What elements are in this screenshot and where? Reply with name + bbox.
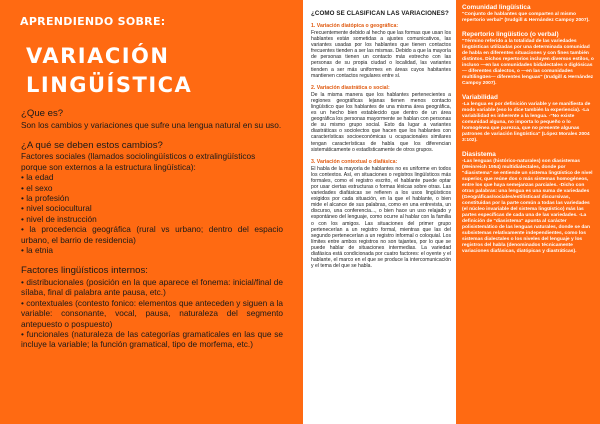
social-factor-item: • nivel de instrucción — [21, 213, 97, 224]
right-panel — [456, 0, 600, 424]
social-factor-item: • la edad — [21, 172, 54, 183]
classification-heading: ¿CÓMO SE CLASIFICAN LAS VARIACIONES? — [311, 10, 449, 17]
section-title: 2. Variación diastrática o social: — [311, 84, 390, 91]
main-title — [26, 42, 192, 100]
definition-title: Variabilidad — [462, 94, 498, 101]
title-line-1: VARIACIÓN — [26, 44, 170, 68]
variation-section-diastratic — [311, 85, 451, 153]
definition-body: "Conjunto de hablantes que comparten al mismo repertorio verbal" (Irudgill & Hernández Campoy 2007). — [462, 12, 590, 23]
answer-what: Son los cambios y variaciones que sufre una lengua natural en su uso. — [21, 119, 282, 130]
internal-factors-intro: Factores lingüísticos internos: — [21, 265, 148, 277]
social-factor-item: • el sexo — [21, 182, 53, 193]
section-body: De la misma manera que los hablantes pertenecientes a regiones geográficas lejanas tienen menos contacto lingüístico que los hablantes de una misma área geográfica, es un hecho bien establecido que dentro de un área geográfica los personas mayormente se hablan con personas de su mismo grupo social. Esto da lugar a variantes diastráticas o sociolectos que hacen que los hablantes con características socioeconómicas u ocupacionales similares tengan características de habla que los diferencian sistemáticamente o estadísticamente de otros grupos. — [311, 91, 451, 153]
kicker-heading: APRENDIENDO SOBRE: — [20, 15, 166, 28]
left-body — [21, 104, 283, 350]
definition-body: -Las lenguas (histórico-naturales) son diasistemas (Weinreich 1954) multidialectales, donde por "diasistema" se entiende un sistema lingüístico de nivel superior, que reúne dos o más sistemas homogéneos, entre los que haya semejanzas parciales. -Dicho con otras palabras: una lengua es una suma de variedades (Geográficas/sociales/estilísticas/ discursivas, constituidas por la parte común a todas las variedades (el núcleo invariable del sistema lingüístico) más las partes específicas de cada una de las variedades. -La definición de "diasistema" apunta al carácter polisistemático de las lenguas naturales, donde se dan subsistemas relativamente independientes, como los sistemas dialectales o los niveles del lenguaje y los registros del habla (denominados técnicamente variaciones diafásicas, diatópicas y diastráticas). — [462, 159, 593, 254]
definitions-column — [462, 4, 594, 262]
social-factor-item: • la etnia — [21, 245, 53, 256]
definition-body: -La lengua es por definición variable y se manifiesta de modo variable (eso lo dice también la experiencia). -La variabilidad es inherente a la lengua. -"No existe comunidad alguna, no importa lo pequeño o lo homogénea que parezca, que no presente algunas patrones de variación lingüística" (López Morales 2004 3:102). — [462, 102, 591, 143]
social-factors-intro: Factores sociales (llamados sociolingüísticos o extralingüísticos porque son externos a la estructura lingüística): — [21, 151, 256, 172]
definition-title: Diasistema — [462, 151, 496, 158]
variation-section-diaphasic — [311, 159, 451, 270]
definition-variability — [462, 94, 594, 144]
social-factor-item: • la profesión — [21, 193, 70, 204]
social-factor-item: • nivel sociocultural — [21, 203, 92, 214]
middle-column — [311, 10, 451, 415]
internal-factor-item: • funcionales (naturaleza de las categorías gramaticales en las que se incluye la variable; la función gramatical, tipo de morfema, etc.) — [21, 329, 283, 350]
section-body: Frecuentemente debido al hecho que las formas que usan los hablantes están sometidas a ajustes comunicativos, las variantes usadas por los hablantes que tienen contactos frecuentes tienden a ser las mismas. Debido a que la mayoría de personas tienen un contacto más estrecho con las personas de su propia ciudad o localidad, las variantes tienden a ser más uniformes en áreas cuyos habitantes mantienen contactos regulares entre sí. — [311, 30, 451, 79]
variation-section-diatopic — [311, 23, 451, 79]
definition-title: Comunidad lingüística — [462, 4, 531, 11]
internal-factor-item: • contextuales (contesto fonico: elementos que anteceden y siguen a la variable: consonante, vocal, pausa, naturaleza del segmento antepuesto o pospuesto) — [21, 297, 283, 329]
definition-title: Repertorio lingüístico (o verbal) — [462, 31, 559, 38]
title-line-2: LINGÜÍSTICA — [26, 73, 193, 97]
definition-diasystem — [462, 151, 594, 255]
social-factor-item: • la procedencia geográfica (rural vs urbano; dentro del espacio urbano, el barrio de residencia) — [21, 224, 283, 245]
section-body: El habla de la mayoría de hablantes no es uniforme en todos los contextos. Así, en situaciones o registros lingüísticos más formales, como el registro escrito, el hablante puede optar por usar ciertas estructuras o formas léxicas sobre otras. Las variedades diafásicas se refieren a los usos lingüísticos exigidos por cada situación, en la que el hablante, o bien mide el alcance de sus palabras, como en una entrevista, un discurso, una conferencia..., o bien hace un uso relajado y espontáneo del lenguaje, como ocurre al hablar con la familia o con los amigos. Las situaciones del primer grupo pertenecerían a un registro formal, mientras que las del segundo pertenecerían a un registro informal o coloquial. Los límites entre ambos registros no son tajantes, por lo que se puede hablar de situaciones intermedias. La variedad diafásica está condicionada por cuatro factores: el oyente y el hablante, el marco en el que se produce la intercomunicación y el tema del que se habla. — [311, 165, 451, 270]
definition-body: "Término referido a la totalidad de las variedades lingüísticas utilizadas por una determinada comunidad de habla en diferentes situaciones y con fines también distintos. Dichos repertorios incluyen diversos estilos, o incluso —en las comunidades bidialectales o diglósicas— diferentes dialectos, o —en las comunidades multilingües— diferentes lenguas" (Irudgill & Hernández Campoy 2007). — [462, 39, 594, 86]
definition-repertoire — [462, 31, 594, 87]
definition-community — [462, 4, 594, 24]
internal-factor-item: • distribucionales (posición en la que aparece el fonema: inicial/final de sílaba, final di palabra ante pausa, etc.) — [21, 276, 283, 298]
section-title: 3. Variación contextual o diafásica: — [311, 158, 398, 165]
section-title: 1. Variación diatópica o geográfica: — [311, 23, 399, 29]
question-why: ¿A qué se deben estos cambios? — [21, 139, 163, 151]
question-what: ¿Que es? — [21, 108, 64, 119]
